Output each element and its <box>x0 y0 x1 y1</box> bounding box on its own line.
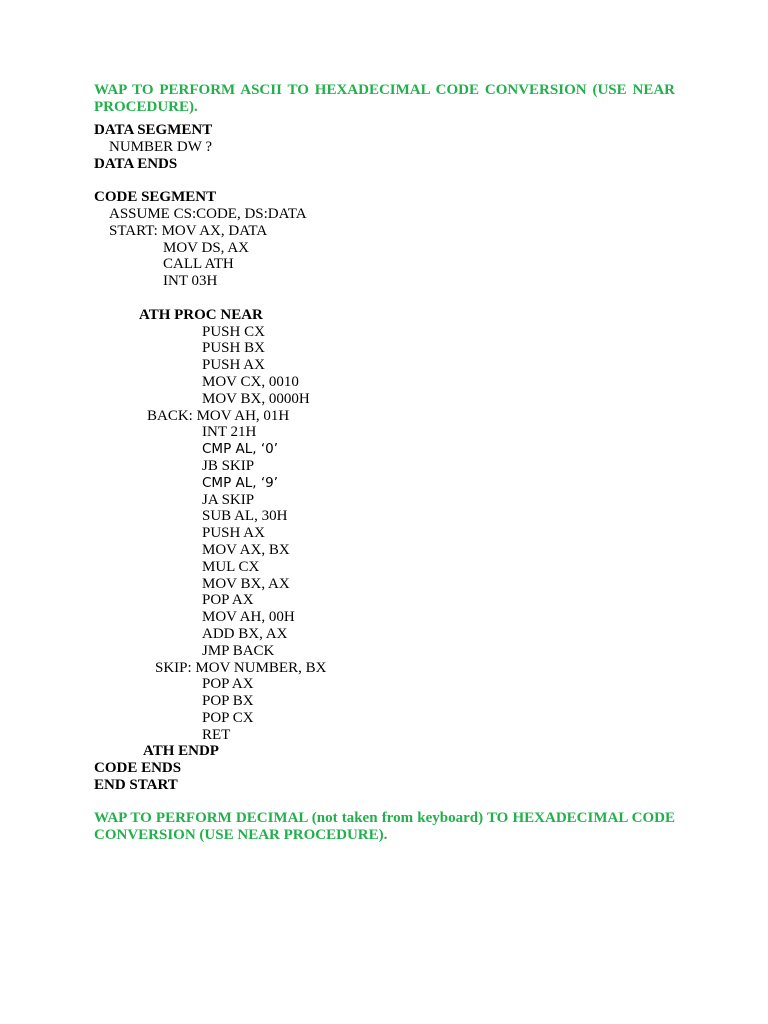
code-line: ASSUME CS:CODE, DS:DATA <box>109 205 307 222</box>
code-line: MOV BX, 0000H <box>202 390 310 407</box>
code-line: MOV BX, AX <box>202 575 290 592</box>
program-heading-ascii-to-hex: WAP TO PERFORM ASCII TO HEXADECIMAL CODE CONVERSION (USE NEAR PROCEDURE). <box>94 82 675 115</box>
code-line: CODE ENDS <box>94 760 182 777</box>
code-line: JMP BACK <box>202 642 275 659</box>
code-line: SUB AL, 30H <box>202 508 288 525</box>
code-line: CALL ATH <box>163 256 234 273</box>
code-line: MOV CX, 0010 <box>202 373 299 390</box>
code-line: PUSH CX <box>202 323 265 340</box>
code-line: PUSH BX <box>202 340 265 357</box>
code-line: POP CX <box>202 709 254 726</box>
code-line: NUMBER DW ? <box>109 138 213 155</box>
blank-line <box>0 172 768 189</box>
code-line: CMP AL, ‘9’ <box>202 474 279 491</box>
code-line: ATH ENDP <box>143 743 219 760</box>
code-line: PUSH AX <box>202 525 265 542</box>
code-line: POP AX <box>202 676 254 693</box>
code-line: JA SKIP <box>202 491 255 508</box>
code-line: END START <box>94 777 178 794</box>
code-line: MOV AH, 00H <box>202 609 295 626</box>
code-line: MOV AX, BX <box>202 541 290 558</box>
code-line: MUL CX <box>202 558 260 575</box>
code-line: PUSH AX <box>202 357 265 374</box>
assembly-code-listing <box>0 122 768 794</box>
code-line: ADD BX, AX <box>202 625 288 642</box>
code-line: POP AX <box>202 592 254 609</box>
code-line: JB SKIP <box>202 457 255 474</box>
code-line: MOV DS, AX <box>163 239 249 256</box>
code-line: INT 03H <box>163 273 218 290</box>
code-line: DATA SEGMENT <box>94 122 213 138</box>
blank-line <box>0 290 768 307</box>
code-line: RET <box>202 726 231 743</box>
code-line: CMP AL, ‘0’ <box>202 441 279 458</box>
code-line: POP BX <box>202 693 254 710</box>
code-line: INT 21H <box>202 424 257 441</box>
code-line: CODE SEGMENT <box>94 189 217 206</box>
code-line: SKIP: MOV NUMBER, BX <box>155 659 327 676</box>
code-line: DATA ENDS <box>94 155 178 172</box>
code-line: START: MOV AX, DATA <box>109 222 268 239</box>
code-line: ATH PROC NEAR <box>139 306 263 323</box>
code-line: BACK: MOV AH, 01H <box>147 407 290 424</box>
program-heading-decimal-to-hex: WAP TO PERFORM DECIMAL (not taken from keyboard) TO HEXADECIMAL CODE CONVERSION (USE NEAR PROCEDURE). <box>94 810 675 843</box>
